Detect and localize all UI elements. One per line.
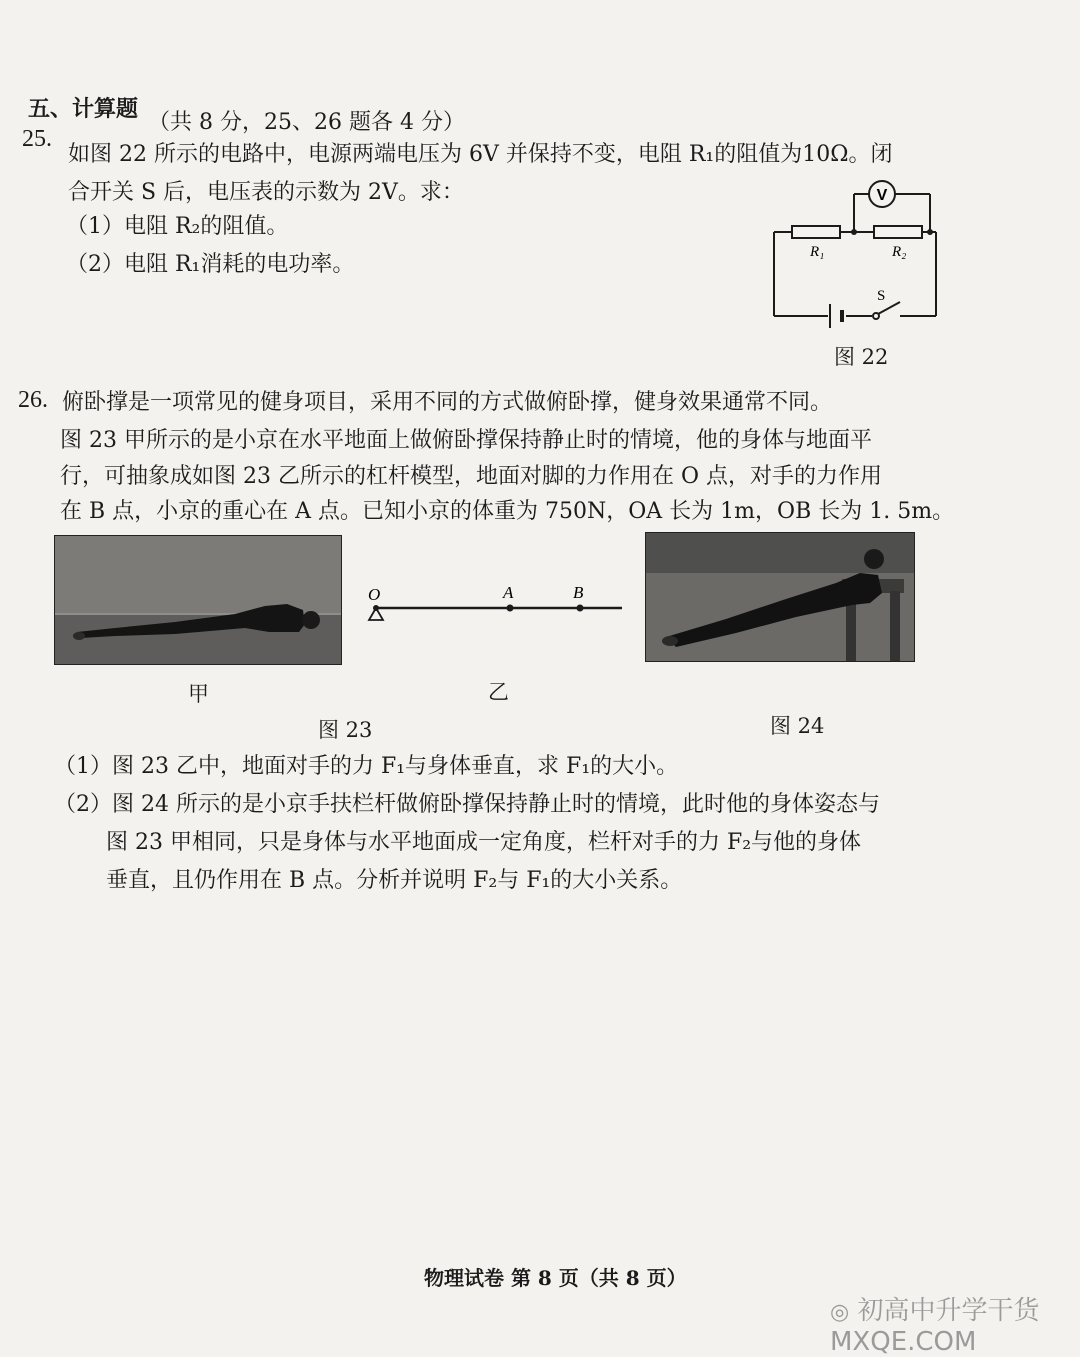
point-b-label: B: [573, 583, 584, 602]
point-a-label: A: [503, 583, 514, 602]
wechat-icon: ◎: [830, 1300, 850, 1325]
switch-icon: [873, 302, 900, 319]
question-26-sub2-line3: 垂直，且仍作用在 B 点。分析并说明 F₂与 F₁的大小关系。: [106, 868, 683, 893]
r1-label: R₁: [810, 244, 825, 260]
pushup-railing-photo: [645, 532, 915, 662]
question-25-sub1: （1）电阻 R₂的阻值。: [66, 214, 289, 239]
question-26-stem-line2: 图 23 甲所示的是小京在水平地面上做俯卧撑保持静止时的情境，他的身体与地面平: [60, 428, 872, 453]
resistor-r2: [874, 226, 922, 238]
lever-model-diagram: [360, 578, 630, 628]
question-26-stem-line3: 行，可抽象成如图 23 乙所示的杠杆模型，地面对脚的力作用在 O 点，对手的力作用: [60, 464, 883, 489]
figure-23-yi-label: 乙: [488, 680, 509, 704]
question-25-stem-line1: 如图 22 所示的电路中，电源两端电压为 6V 并保持不变，电阻 R₁的阻值为10Ω。闭: [68, 142, 893, 167]
question-26-stem-line1: 俯卧撑是一项常见的健身项目，采用不同的方式做俯卧撑，健身效果通常不同。: [62, 390, 833, 415]
question-25-stem-line2: 合开关 S 后，电压表的示数为 2V。求：: [68, 180, 464, 205]
pushup-floor-photo: [54, 535, 342, 665]
point-a-marker: [507, 605, 514, 612]
figure-23-jia-label: 甲: [188, 682, 209, 706]
question-26-sub2-line2: 图 23 甲相同，只是身体与水平地面成一定角度，栏杆对手的力 F₂与他的身体: [106, 830, 862, 855]
circuit-diagram: [760, 172, 950, 332]
section-score: （共 8 分，25、26 题各 4 分）: [148, 110, 465, 135]
question-26-sub1: （1）图 23 乙中，地面对手的力 F₁与身体垂直，求 F₁的大小。: [54, 754, 679, 779]
page-footer: 物理试卷 第 8 页（共 8 页）: [424, 1266, 687, 1290]
question-25-sub2: （2）电阻 R₁消耗的电功率。: [66, 252, 355, 277]
question-26-stem-line4: 在 B 点，小京的重心在 A 点。已知小京的体重为 750N，OA 长为 1m，OB 长为 1. 5m。: [60, 499, 955, 524]
point-b-marker: [577, 605, 584, 612]
figure-23-caption: 图 23: [318, 718, 373, 742]
figure-24-caption: 图 24: [770, 714, 825, 738]
resistor-r1: [792, 226, 840, 238]
question-26-number: 26.: [18, 387, 48, 413]
point-o-label: O: [368, 585, 381, 604]
figure-22-caption: 图 22: [834, 345, 889, 369]
switch-label: S: [877, 288, 886, 304]
battery-icon: [830, 304, 842, 328]
section-title: 五、计算题: [28, 97, 139, 122]
watermark: ◎ 初高中升学干货 MXQE.COM: [830, 1296, 1040, 1357]
voltmeter-label: V: [876, 187, 888, 204]
r2-label: R₂: [892, 244, 907, 260]
question-25-number: 25.: [22, 126, 52, 152]
question-26-sub2-line1: （2）图 24 所示的是小京手扶栏杆做俯卧撑保持静止时的情境，此时他的身体姿态与: [54, 792, 880, 817]
